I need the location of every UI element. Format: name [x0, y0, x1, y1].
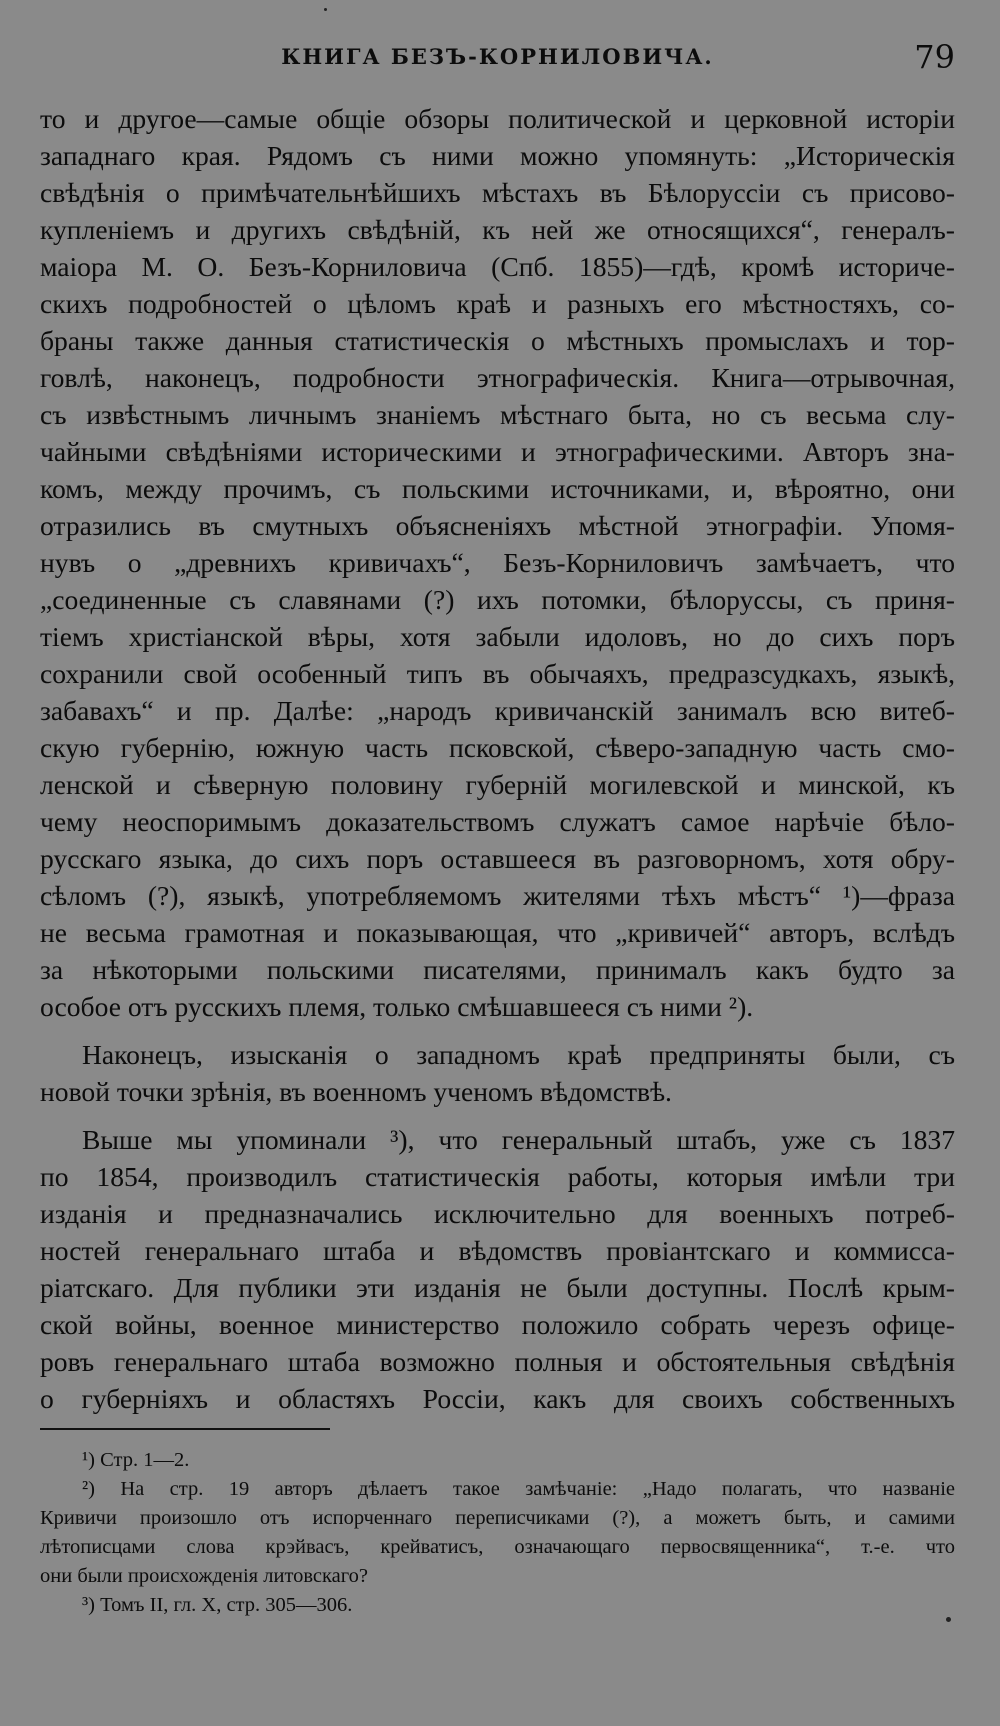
text-line: не весьма грамотная и показывающая, что „кривичей“ авторъ, вслѣдъ	[40, 917, 955, 948]
text-line: сохранили свой особенный типъ въ обычаяхъ, предразсудкахъ, языкѣ,	[40, 658, 955, 689]
text-line: чайными свѣдѣніями историческими и этнографическими. Авторъ зна-	[40, 436, 955, 467]
text-line: ровъ генеральнаго штаба возможно полныя и обстоятельныя свѣдѣнія	[40, 1346, 955, 1377]
text-line: ностей генеральнаго штаба и вѣдомствъ провіантскаго и коммисса-	[40, 1235, 955, 1266]
text-line: отразились въ смутныхъ объясненіяхъ мѣстной этнографіи. Упомя-	[40, 510, 955, 541]
text-line: купленіемъ и другихъ свѣдѣній, къ ней же относящихся“, генералъ-	[40, 214, 955, 245]
text-line: Наконецъ, изысканія о западномъ краѣ предприняты были, съ	[82, 1039, 955, 1070]
footnote-line: ¹) Стр. 1—2.	[82, 1449, 190, 1471]
stray-ink-dot	[324, 8, 327, 11]
text-line: новой точки зрѣнія, въ военномъ ученомъ вѣдомствѣ.	[40, 1076, 672, 1107]
stray-ink-dot	[946, 1617, 951, 1622]
text-line: о губерніяхъ и областяхъ Россіи, какъ для своихъ собственныхъ	[40, 1383, 955, 1414]
text-line: маіора М. О. Безъ-Корниловича (Спб. 1855)—гдѣ, кромѣ историче-	[40, 251, 955, 282]
footnote-rule	[40, 1428, 330, 1430]
text-line: чему неоспоримымъ доказательствомъ служатъ самое нарѣчіе бѣло-	[40, 806, 955, 837]
footnotes	[40, 1446, 955, 1620]
text-line: за нѣкоторыми польскими писателями, принималъ какъ будто за	[40, 954, 955, 985]
footnote-line: Кривичи произошло отъ испорченнаго переписчиками (?), а можетъ быть, и самими	[40, 1507, 955, 1529]
text-line: комъ, между прочимъ, съ польскими источниками, и, вѣроятно, они	[40, 473, 955, 504]
text-line: свѣдѣнія о примѣчательнѣйшихъ мѣстахъ въ Бѣлоруссіи съ присово-	[40, 177, 955, 208]
text-line: русскаго языка, до сихъ поръ оставшееся въ разговорномъ, хотя обру-	[40, 843, 955, 874]
text-line: ріатскаго. Для публики эти изданія не были доступны. Послѣ крым-	[40, 1272, 955, 1303]
text-line: Выше мы упоминали ³), что генеральный штабъ, уже съ 1837	[82, 1124, 955, 1155]
running-title: КНИГА БЕЗЪ-КОРНИЛОВИЧА.	[281, 44, 714, 69]
text-line: скихъ подробностей о цѣломъ краѣ и разныхъ его мѣстностяхъ, со-	[40, 288, 955, 319]
text-line: сѣломъ (?), языкѣ, употребляемомъ жителями тѣхъ мѣстъ“ ¹)—фраза	[40, 880, 955, 911]
text-line: то и другое—самые общіе обзоры политической и церковной исторіи	[40, 103, 955, 134]
page-number: 79	[914, 38, 955, 76]
text-line: тіемъ христіанской вѣры, хотя забыли идоловъ, но до сихъ поръ	[40, 621, 955, 652]
text-line: съ извѣстнымъ личнымъ знаніемъ мѣстнаго быта, но съ весьма слу-	[40, 399, 955, 430]
text-line: говлѣ, наконецъ, подробности этнографическія. Книга—отрывочная,	[40, 362, 955, 393]
text-line: западнаго края. Рядомъ съ ними можно упомянуть: „Историческія	[40, 140, 955, 171]
text-line: браны также данныя статистическія о мѣстныхъ промыслахъ и тор-	[40, 325, 955, 356]
text-line: особое отъ русскихъ племя, только смѣшавшееся съ ними ²).	[40, 991, 754, 1022]
footnote-line: они были происхожденія литовскаго?	[40, 1565, 369, 1587]
body-text	[40, 100, 955, 1417]
text-line: ской войны, военное министерство положило собрать черезъ офице-	[40, 1309, 955, 1340]
text-line: скую губернію, южную часть псковской, сѣверо-западную часть смо-	[40, 732, 955, 763]
page-header	[40, 38, 955, 78]
text-line: нувъ о „древнихъ кривичахъ“, Безъ-Корниловичъ замѣчаетъ, что	[40, 547, 955, 578]
text-line: забавахъ“ и пр. Далѣе: „народъ кривичанскій занималъ всю витеб-	[40, 695, 955, 726]
footnote-line: ³) Томъ II, гл. X, стр. 305—306.	[82, 1594, 353, 1616]
text-line: „соединенные съ славянами (?) ихъ потомки, бѣлоруссы, съ приня-	[40, 584, 955, 615]
footnote-line: лѣтописцами слова крэйвасъ, крейватисъ, означающаго первосвященника“, т.-е. что	[40, 1536, 955, 1558]
text-line: по 1854, производилъ статистическія работы, которыя имѣли три	[40, 1161, 955, 1192]
footnote-line: ²) На стр. 19 авторъ дѣлаетъ такое замѣчаніе: „Надо полагать, что названіе	[82, 1478, 955, 1500]
text-line: изданія и предназначались исключительно для военныхъ потреб-	[40, 1198, 955, 1229]
text-line: ленской и сѣверную половину губерній могилевской и минской, къ	[40, 769, 955, 800]
